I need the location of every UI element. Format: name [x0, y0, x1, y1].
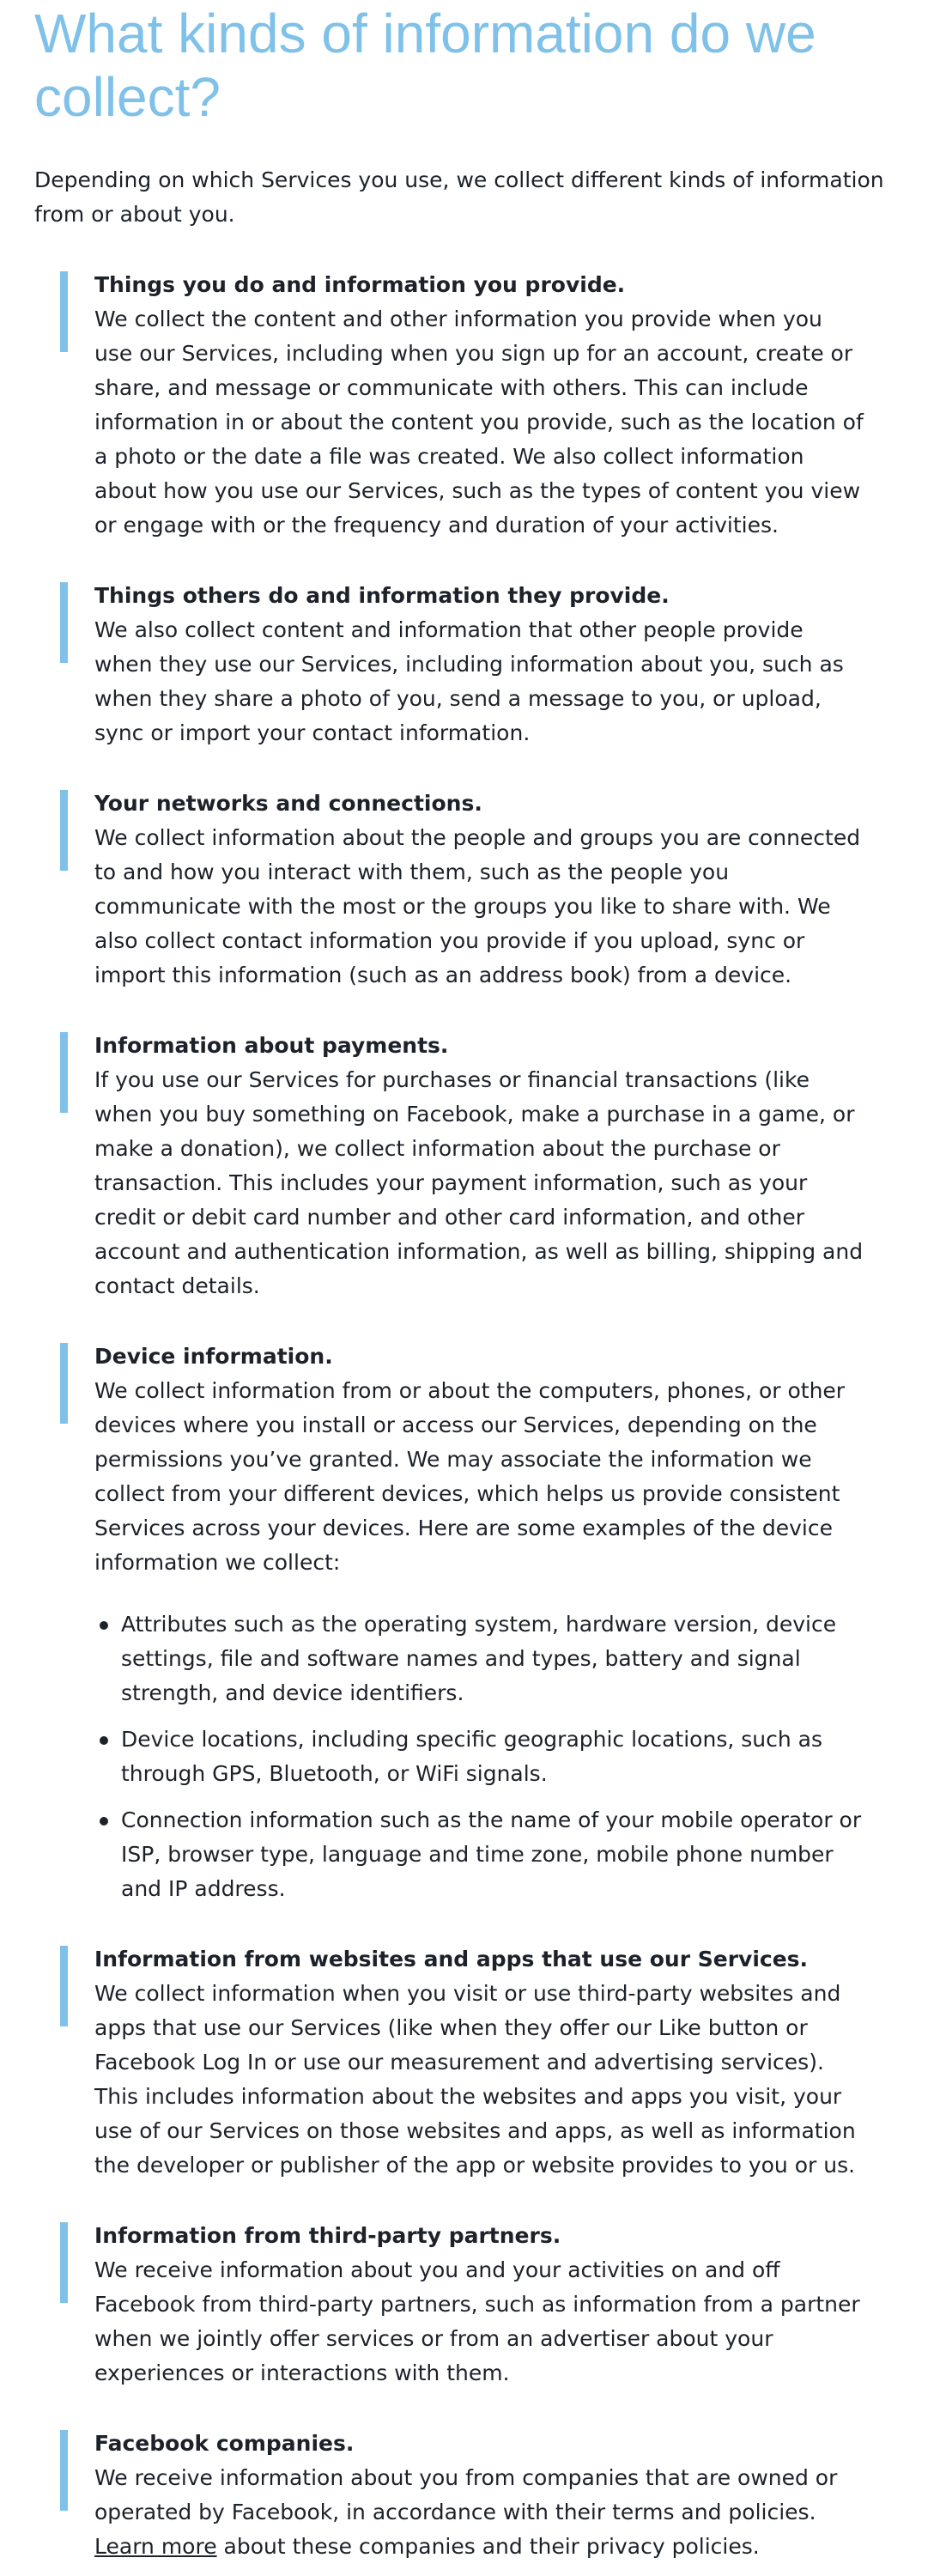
- section-heading: Things others do and information they provide.: [94, 583, 670, 608]
- section-accent-bar: [60, 1343, 68, 1424]
- section-facebook-companies: [60, 2427, 867, 2564]
- section-accent-bar: [60, 1946, 68, 2026]
- section-body: We also collect content and information that other people provide when they use our Services, including information about you, such as when they share a photo of you, send a message to you, or upload, sync or import your contact information.: [94, 617, 844, 745]
- list-item: [94, 1607, 867, 1710]
- section-third-party-partners: [60, 2219, 867, 2391]
- body-text: We receive information about you from companies that are owned or operated by Facebook, in accordance with their terms and policies.: [94, 2465, 838, 2524]
- section-heading: Facebook companies.: [94, 2431, 355, 2456]
- section-websites-apps: [60, 1942, 867, 2183]
- intro-paragraph: Depending on which Services you use, we collect different kinds of information from or about you.: [34, 167, 884, 227]
- list-item-text: Attributes such as the operating system, hardware version, device settings, file and software names and types, battery and signal strength, and device identifiers.: [121, 1612, 837, 1705]
- section-accent-bar: [60, 2222, 68, 2303]
- section-accent-bar: [60, 582, 68, 663]
- section-device-information: [60, 1340, 867, 1906]
- section-body: We collect the content and other information you provide when you use our Services, including when you sign up for an account, create or share, and message or communicate with others. This can include information in or about the content you provide, such as the location of a photo or the date a file was created. We also collect information about how you use our Services, such as the types of content you view or engage with or the frequency and duration of your activities.: [94, 307, 864, 538]
- section-body: We collect information about the people and groups you are connected to and how you interact with them, such as the people you communicate with the most or the groups you like to share with. We also collect contact information you provide if you upload, sync or import this information (such as an address book) from a device.: [94, 825, 861, 987]
- list-item-text: Device locations, including specific geographic locations, such as through GPS, Bluetooth, or WiFi signals.: [121, 1727, 822, 1786]
- section-heading: Information about payments.: [94, 1033, 449, 1058]
- section-heading: Things you do and information you provide.: [94, 272, 626, 297]
- section-body: We receive information about you and your activities on and off Facebook from third-party partners, such as information from a partner when we jointly offer services or from an advertiser about your experiences or interactions with them.: [94, 2257, 860, 2385]
- bullet-icon: [100, 1736, 108, 1745]
- section-things-you-do: [60, 268, 867, 543]
- learn-more-link[interactable]: Learn more: [94, 2534, 217, 2559]
- section-accent-bar: [60, 790, 68, 871]
- section-body: If you use our Services for purchases or financial transactions (like when you buy something on Facebook, make a purchase in a game, or make a donation), we collect information about the purchase or transaction. This includes your payment information, such as your credit or debit card number and other card information, and other account and authentication information, as well as billing, shipping and contact details.: [94, 1067, 864, 1298]
- section-payments: [60, 1029, 867, 1303]
- bullet-icon: [100, 1621, 108, 1630]
- list-item-text: Connection information such as the name of your mobile operator or ISP, browser type, language and time zone, mobile phone number and IP address.: [121, 1807, 862, 1901]
- section-accent-bar: [60, 1032, 68, 1113]
- section-heading: Device information.: [94, 1344, 333, 1369]
- section-accent-bar: [60, 2430, 68, 2511]
- list-item: [94, 1803, 867, 1906]
- section-things-others-do: [60, 579, 867, 750]
- bullet-icon: [100, 1817, 108, 1826]
- body-text: about these companies and their privacy policies.: [216, 2534, 760, 2559]
- list-item: [94, 1722, 867, 1791]
- section-body: We collect information when you visit or use third-party websites and apps that use our Services (like when they offer our Like button or Facebook Log In or use our measurement and advertising services). This includes information about the websites and apps you visit, your use of our Services on those websites and apps, as well as information the developer or publisher of the app or website provides to you or us.: [94, 1981, 856, 2178]
- section-accent-bar: [60, 271, 68, 352]
- section-heading: Information from websites and apps that use our Services.: [94, 1947, 809, 1971]
- section-networks-connections: [60, 787, 867, 993]
- page-title: What kinds of information do we collect?: [34, 3, 816, 128]
- section-heading: Information from third-party partners.: [94, 2223, 561, 2248]
- device-info-list: [94, 1607, 867, 1906]
- section-body: [94, 2461, 867, 2564]
- section-body: We collect information from or about the computers, phones, or other devices where you install or access our Services, depending on the permissions you’ve granted. We may associate the information we collect from your different devices, which helps us provide consistent Services across your devices. Here are some examples of the device information we collect:: [94, 1378, 846, 1575]
- section-heading: Your networks and connections.: [94, 791, 482, 816]
